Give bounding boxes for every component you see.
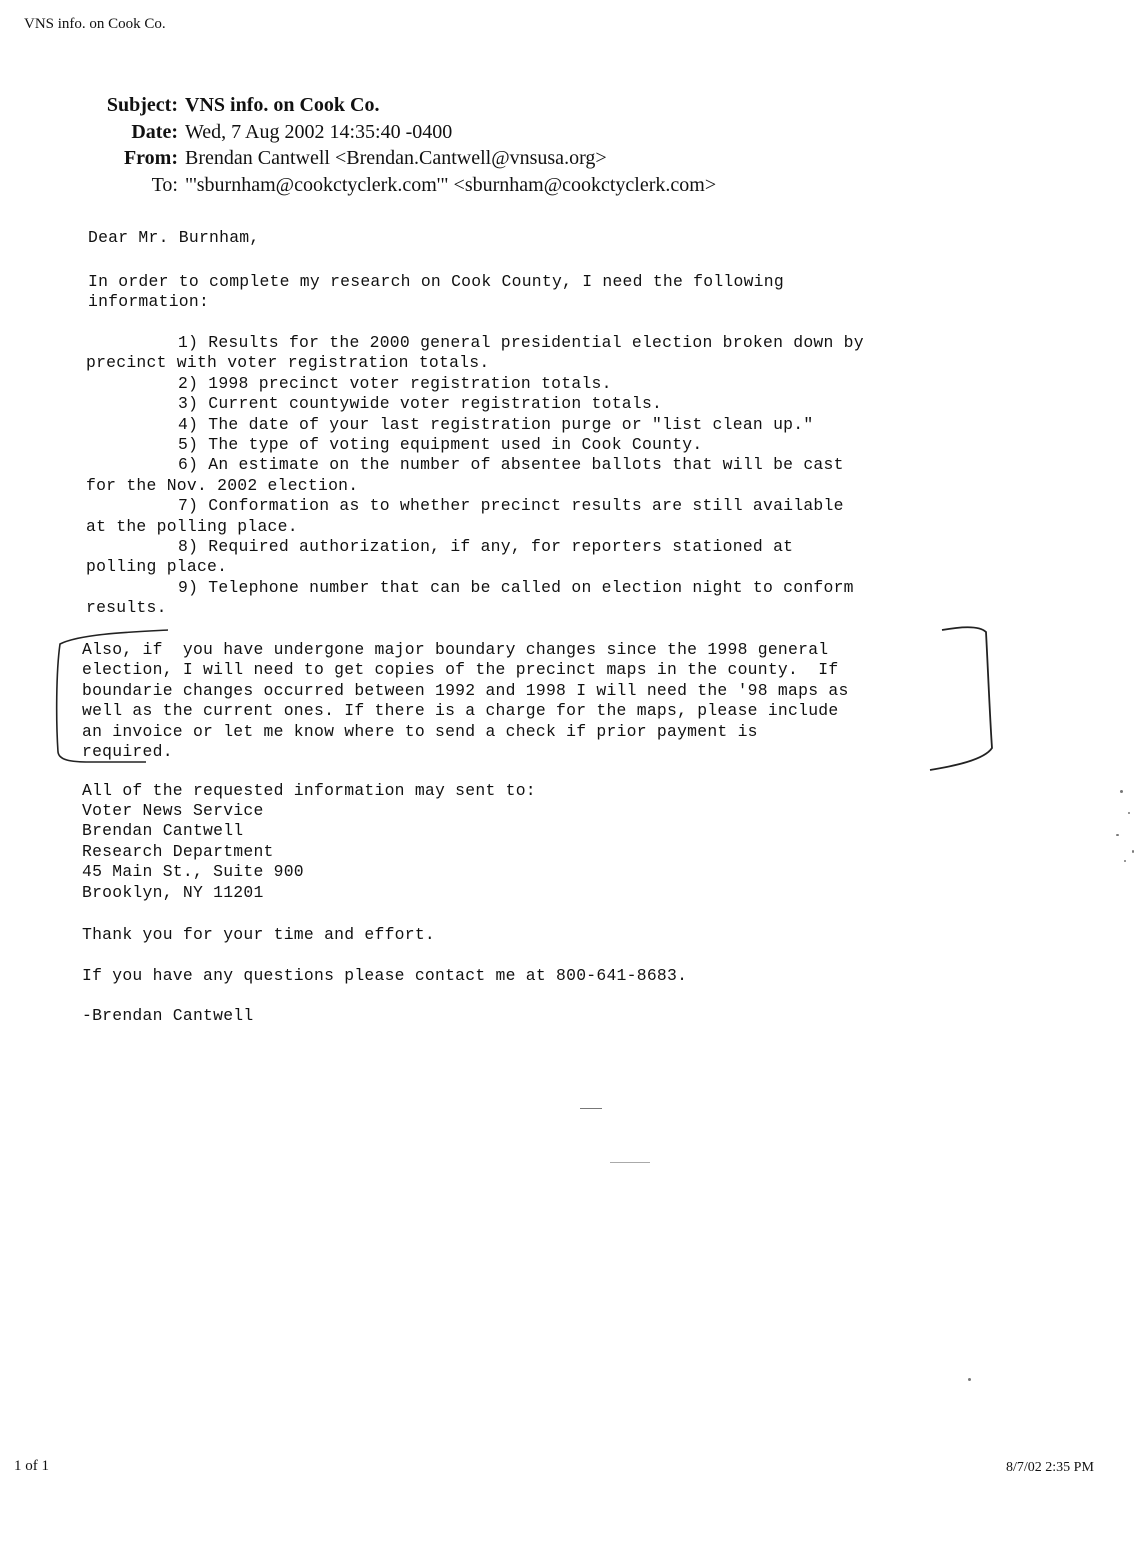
scan-speck: [1128, 812, 1130, 814]
to-label: To:: [151, 173, 178, 196]
signature: -Brendan Cantwell: [82, 1006, 254, 1025]
request-item-text: 3) Current countywide voter registration totals.: [178, 394, 663, 414]
scan-speck: [1120, 790, 1123, 793]
request-item-text: 1) Results for the 2000 general presidential election broken down by: [178, 333, 864, 352]
from-row: [92, 145, 716, 172]
email-header: [92, 92, 716, 198]
request-item-text: 7) Conformation as to whether precinct results are still available: [178, 496, 844, 516]
subject-label: Subject:: [106, 94, 178, 116]
to-row: [92, 172, 716, 199]
intro-paragraph: In order to complete my research on Cook County, I need the following information:: [88, 272, 784, 312]
request-item: [86, 578, 864, 619]
request-item-text: 5) The type of voting equipment used in Cook County.: [178, 435, 703, 455]
from-label: From:: [123, 147, 178, 169]
request-item-text: 4) The date of your last registration purge or "list clean up.": [178, 414, 814, 434]
request-item: [86, 537, 864, 578]
contact-line: If you have any questions please contact me at 800-641-8683.: [82, 966, 688, 985]
subject-row: [92, 92, 716, 119]
request-item-continuation: polling place.: [86, 557, 228, 577]
boundary-paragraph: Also, if you have undergone major boundary changes since the 1998 general election, I will need to get copies of the precinct maps in the county. If boundarie changes occurred between 1992 and 1998 I will need the '98 maps as well as the current ones. If there is a charge for the maps, please include an invoice or let me know where to send a check if prior payment is required.: [82, 640, 849, 762]
date-label: Date:: [131, 120, 178, 143]
scan-speck: [610, 1162, 650, 1163]
send-intro: All of the requested information may sent to:: [82, 781, 536, 800]
print-timestamp: 8/7/02 2:35 PM: [1006, 1460, 1094, 1475]
page-count: 1 of 1: [14, 1458, 49, 1474]
request-item-text: 2) 1998 precinct voter registration totals.: [178, 373, 612, 393]
request-item-continuation: at the polling place.: [86, 516, 298, 536]
request-item-continuation: for the Nov. 2002 election.: [86, 475, 359, 495]
request-item-text: 8) Required authorization, if any, for reporters stationed at: [178, 537, 794, 557]
request-item: [86, 455, 864, 496]
scan-speck: [1116, 834, 1119, 836]
subject-value: VNS info. on Cook Co.: [185, 94, 380, 116]
request-item: [86, 496, 864, 537]
request-item-text: 6) An estimate on the number of absentee ballots that will be cast: [178, 455, 844, 475]
from-value: Brendan Cantwell <Brendan.Cantwell@vnsusa.org>: [185, 147, 607, 169]
request-item: [86, 394, 864, 414]
request-item: [86, 333, 864, 374]
salutation: Dear Mr. Burnham,: [88, 228, 260, 247]
request-item-continuation: precinct with voter registration totals.: [86, 353, 490, 373]
page-title: VNS info. on Cook Co.: [24, 16, 166, 32]
request-item-continuation: results.: [86, 598, 167, 618]
scan-speck: [1132, 850, 1134, 853]
scan-speck: [580, 1108, 602, 1109]
request-item: [86, 435, 864, 455]
date-row: [92, 119, 716, 146]
request-list: [86, 333, 864, 619]
thanks-line: Thank you for your time and effort.: [82, 925, 436, 944]
mailing-address: Voter News Service Brendan Cantwell Research Department 45 Main St., Suite 900 Brooklyn, NY 11201: [82, 801, 304, 902]
request-item-text: 9) Telephone number that can be called on election night to conform: [178, 577, 854, 597]
scan-speck: [968, 1378, 971, 1381]
to-value: "'sburnham@cookctyclerk.com'" <sburnham@cookctyclerk.com>: [185, 173, 717, 196]
request-item: [86, 415, 864, 435]
date-value: Wed, 7 Aug 2002 14:35:40 -0400: [185, 120, 453, 143]
scan-speck: [1124, 860, 1126, 862]
handwritten-bracket-right: [924, 620, 1004, 778]
request-item: [86, 374, 864, 394]
